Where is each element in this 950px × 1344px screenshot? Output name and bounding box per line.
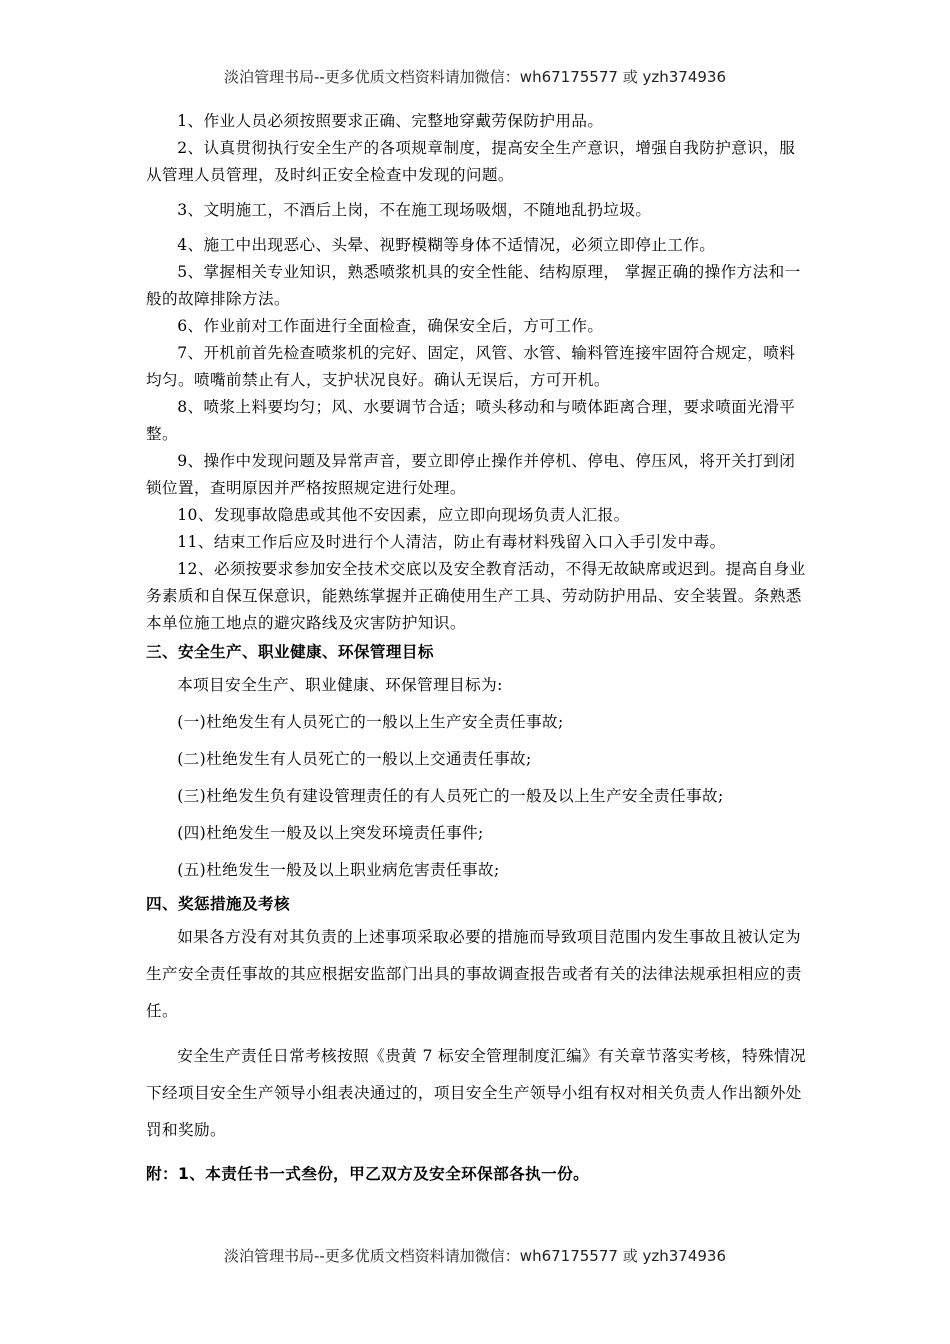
rule-item: 2、认真贯彻执行安全生产的各项规章制度，提高安全生产意识，增强自我防护意识，服从管理人员管理，及时纠正安全检查中发现的问题。 (146, 139, 796, 184)
rule-item: 3、文明施工，不酒后上岗，不在施工现场吸烟，不随地乱扔垃圾。 (177, 201, 652, 219)
goal-item: (四)杜绝发生一般及以上突发环境责任事件; (177, 824, 484, 842)
attachment-note: 附：1、本责任书一式叁份，甲乙双方及安全环保部各执一份。 (146, 1165, 590, 1183)
document-body (146, 108, 808, 1189)
rule-item: 10、发现事故隐患或其他不安因素，应立即向现场负责人汇报。 (177, 506, 630, 524)
page-header: 淡泊管理书局--更多优质文档资料请加微信：wh67175577 或 yzh374936 (223, 68, 726, 86)
rewards-paragraph: 安全生产责任日常考核按照《贵黄 7 标安全管理制度汇编》有关章节落实考核，特殊情况下经项目安全生产领导小组表决通过的，项目安全生产领导小组有权对相关负责人作出额外处罚和奖励。 (146, 1047, 806, 1139)
rule-item: 1、作业人员必须按照要求正确、完整地穿戴劳保防护用品。 (177, 112, 604, 130)
section-heading-goals: 三、安全生产、职业健康、环保管理目标 (146, 643, 434, 661)
rule-item: 6、作业前对工作面进行全面检查，确保安全后，方可工作。 (177, 317, 604, 335)
rule-item: 9、操作中发现问题及异常声音，要立即停止操作并停机、停电、停压风，将开关打到闭锁位置，查明原因并严格按照规定进行处理。 (146, 452, 796, 497)
rule-item: 12、必须按要求参加安全技术交底以及安全教育活动，不得无故缺席或迟到。提高自身业务素质和自保互保意识，能熟练掌握并正确使用生产工具、劳动防护用品、安全装置。条熟悉本单位施工地点的避灾路线及灾害防护知识。 (146, 560, 806, 632)
rule-item: 5、掌握相关专业知识，熟悉喷浆机具的安全性能、结构原理， 掌握正确的操作方法和一般的故障排除方法。 (146, 263, 801, 308)
section-heading-rewards: 四、奖惩措施及考核 (146, 895, 290, 913)
goal-item: (二)杜绝发生有人员死亡的一般以上交通责任事故; (177, 750, 532, 768)
rule-item: 8、喷浆上料要均匀；风、水要调节合适；喷头移动和与喷体距离合理，要求喷面光滑平整。 (146, 398, 796, 443)
goal-item: (五)杜绝发生一般及以上职业病危害责任事故; (177, 861, 500, 879)
page-footer: 淡泊管理书局--更多优质文档资料请加微信：wh67175577 或 yzh374936 (223, 1247, 726, 1265)
rule-item: 11、结束工作后应及时进行个人清洁，防止有毒材料残留入口入手引发中毒。 (177, 533, 726, 551)
goals-intro: 本项目安全生产、职业健康、环保管理目标为: (177, 676, 503, 694)
goal-item: (一)杜绝发生有人员死亡的一般以上生产安全责任事故; (177, 713, 564, 731)
goal-item: (三)杜绝发生负有建设管理责任的有人员死亡的一般及以上生产安全责任事故; (177, 787, 724, 805)
rule-item: 4、施工中出现恶心、头晕、视野模糊等身体不适情况，必须立即停止工作。 (177, 236, 716, 254)
rule-item: 7、开机前首先检查喷浆机的完好、固定，风管、水管、输料管连接牢固符合规定，喷料均匀。喷嘴前禁止有人，支护状况良好。确认无误后，方可开机。 (146, 344, 796, 389)
rewards-paragraph: 如果各方没有对其负责的上述事项采取必要的措施而导致项目范围内发生事故且被认定为生产安全责任事故的其应根据安监部门出具的事故调查报告或者有关的法律法规承担相应的责任。 (146, 928, 802, 1020)
